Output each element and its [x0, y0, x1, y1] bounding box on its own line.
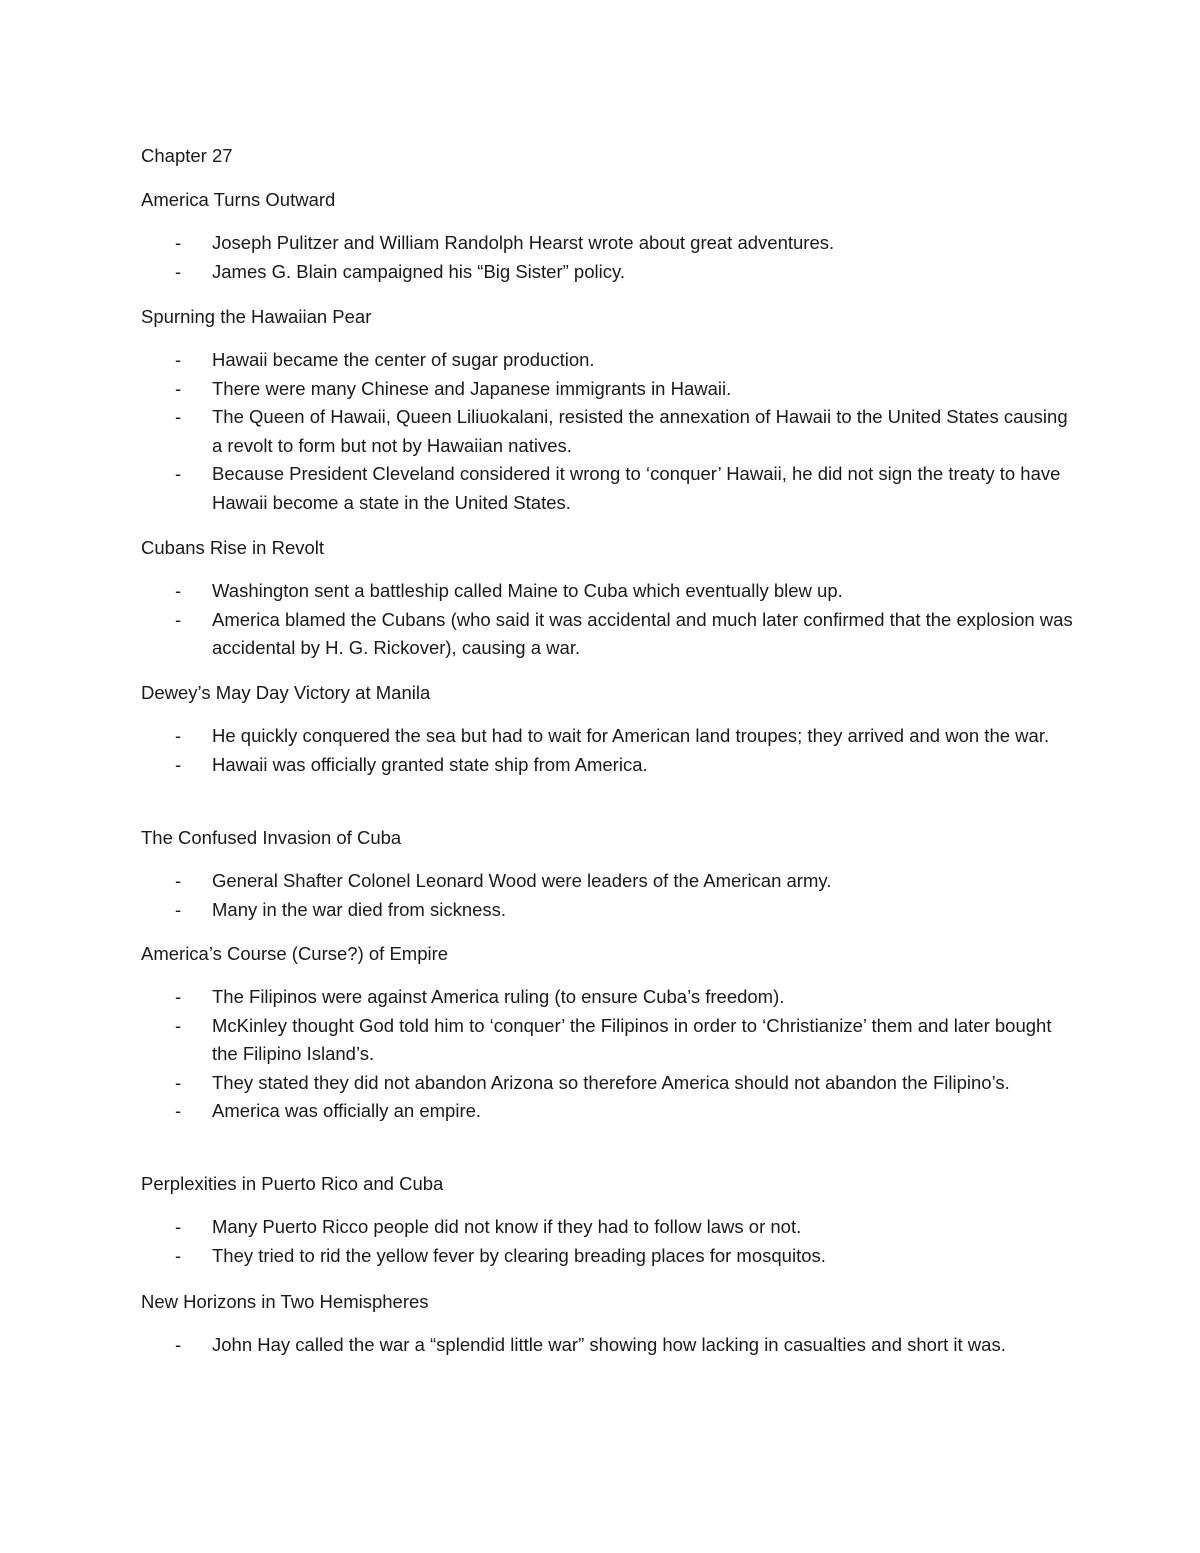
bullet-dash: - [175, 898, 182, 920]
bullet-list [141, 1331, 1081, 1360]
list-item-text: Joseph Pulitzer and William Randolph Hearst wrote about great adventures. [212, 232, 835, 253]
list-item-text: James G. Blain campaigned his “Big Sister” policy. [212, 260, 625, 282]
list-item-text: America was officially an empire. [212, 1100, 482, 1121]
bullet-list [141, 867, 1081, 924]
list-item-text: Many in the war died from sickness. [212, 898, 507, 920]
section-cubans-rise-in-revolt [141, 535, 1081, 663]
bullet-list [141, 983, 1081, 1126]
bullet-dash: - [175, 1244, 182, 1266]
bullet-dash: - [175, 1100, 182, 1121]
bullet-dash: - [175, 463, 182, 484]
section-heading: New Horizons in Two Hemispheres [141, 1291, 429, 1312]
section-america-turns-outward [141, 187, 1081, 286]
section-heading: Cubans Rise in Revolt [141, 537, 325, 558]
list-item [141, 896, 1081, 925]
list-item [141, 1012, 1081, 1069]
bullet-list [141, 346, 1081, 517]
bullet-dash: - [175, 377, 182, 399]
list-item-text: America blamed the Cubans (who said it was accidental and much later confirmed that the explosion was accidental by H. G. Rickover), causing a war. [212, 608, 1073, 658]
list-item [141, 1069, 1081, 1098]
list-item-text: McKinley thought God told him to ‘conquer’ the Filipinos in order to ‘Christianize’ them and later bought the Filipino Island’s. [212, 1014, 1052, 1064]
section-heading: Spurning the Hawaiian Pear [141, 306, 372, 327]
list-item [141, 983, 1081, 1012]
bullet-dash: - [175, 725, 182, 746]
bullet-list [141, 722, 1081, 779]
list-item [141, 375, 1081, 404]
bullet-dash: - [175, 986, 182, 1007]
list-item [141, 346, 1081, 375]
section-perplexities-puerto-rico-cuba [141, 1171, 1081, 1270]
list-item-text: General Shafter Colonel Leonard Wood were leaders of the American army. [212, 870, 832, 891]
list-item [141, 229, 1081, 258]
bullet-dash: - [175, 1014, 182, 1036]
list-item-text: They tried to rid the yellow fever by clearing breading places for mosquitos. [212, 1244, 826, 1266]
list-item [141, 1331, 1081, 1360]
list-item [141, 1097, 1081, 1126]
list-item-text: Hawaii became the center of sugar production. [212, 349, 595, 370]
list-item-text: Many Puerto Ricco people did not know if they had to follow laws or not. [212, 1216, 802, 1237]
list-item-text: The Queen of Hawaii, Queen Liliuokalani, resisted the annexation of Hawaii to the United States causing a revolt to form but not by Hawaiian natives. [212, 406, 1068, 456]
section-confused-invasion-of-cuba [141, 825, 1081, 924]
bullet-dash: - [175, 1071, 182, 1093]
list-item [141, 1242, 1081, 1271]
list-item-text: He quickly conquered the sea but had to wait for American land troupes; they arrived and won the war. [212, 725, 1050, 746]
section-heading: America Turns Outward [141, 189, 336, 210]
list-item-text: John Hay called the war a “splendid little war” showing how lacking in casualties and short it was. [212, 1334, 1006, 1355]
bullet-dash: - [175, 753, 182, 775]
section-spurning-the-hawaiian-pear [141, 304, 1081, 517]
section-deweys-may-day-victory [141, 680, 1081, 779]
list-item-text: They stated they did not abandon Arizona so therefore America should not abandon the Filipino’s. [212, 1071, 1010, 1093]
section-heading: Dewey’s May Day Victory at Manila [141, 682, 431, 703]
bullet-dash: - [175, 1334, 182, 1355]
list-item-text: Because President Cleveland considered it wrong to ‘conquer’ Hawaii, he did not sign the treaty to have Hawaii become a state in the United States. [212, 463, 1061, 513]
bullet-dash: - [175, 349, 182, 370]
bullet-dash: - [175, 580, 182, 601]
list-item [141, 606, 1081, 663]
list-item [141, 722, 1081, 751]
section-americas-course-of-empire [141, 941, 1081, 1126]
section-heading: Perplexities in Puerto Rico and Cuba [141, 1173, 444, 1194]
bullet-list [141, 1213, 1081, 1270]
list-item [141, 751, 1081, 780]
section-heading: The Confused Invasion of Cuba [141, 827, 402, 848]
list-item-text: Washington sent a battleship called Maine to Cuba which eventually blew up. [212, 580, 843, 601]
list-item [141, 1213, 1081, 1242]
list-item-text: There were many Chinese and Japanese immigrants in Hawaii. [212, 377, 732, 399]
list-item-text: Hawaii was officially granted state ship from America. [212, 753, 648, 775]
section-new-horizons [141, 1289, 1081, 1360]
list-item-text: The Filipinos were against America ruling (to ensure Cuba’s freedom). [212, 986, 785, 1007]
bullet-dash: - [175, 406, 182, 427]
chapter-title: Chapter 27 [141, 145, 233, 166]
bullet-list [141, 229, 1081, 286]
bullet-dash: - [175, 232, 182, 253]
bullet-dash: - [175, 870, 182, 891]
list-item [141, 258, 1081, 287]
bullet-list [141, 577, 1081, 663]
bullet-dash: - [175, 260, 182, 282]
section-heading: America’s Course (Curse?) of Empire [141, 943, 449, 964]
list-item [141, 460, 1081, 517]
bullet-dash: - [175, 1216, 182, 1237]
list-item [141, 867, 1081, 896]
bullet-dash: - [175, 608, 182, 630]
list-item [141, 403, 1081, 460]
list-item [141, 577, 1081, 606]
